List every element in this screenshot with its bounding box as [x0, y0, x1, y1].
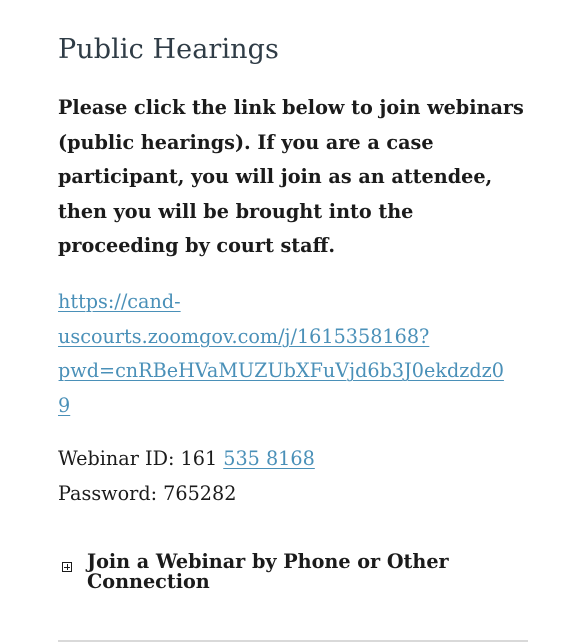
plus-square-icon[interactable] — [62, 562, 72, 572]
webinar-link[interactable] — [58, 285, 548, 423]
webinar-link-line: https://cand- — [58, 290, 181, 313]
webinar-id-label: Webinar ID: 161 — [58, 447, 224, 470]
webinar-link-line: uscourts.zoomgov.com/j/1615358168? — [58, 324, 430, 348]
accordion-label: Join a Webinar by Phone or Other Connection — [87, 550, 449, 593]
intro-text: Please click the link below to join webinars (public hearings). If you are a case participant, you will join as an attendee, then you will be brought into the proceeding by court staff. — [58, 96, 524, 258]
webinar-link-line: 9 — [58, 393, 71, 417]
phone-connection-accordion[interactable] — [62, 552, 532, 592]
webinar-link-line: pwd=cnRBeHVaMUZUbXFuVjd6b3J0ekdzdz0 — [58, 359, 504, 383]
webinar-id — [58, 442, 315, 477]
page-title: Public Hearings — [58, 34, 280, 65]
webinar-password: Password: 765282 — [58, 481, 237, 505]
webinar-id-link[interactable]: 535 8168 — [223, 447, 315, 470]
webinar-details — [58, 442, 315, 511]
divider — [58, 640, 528, 642]
